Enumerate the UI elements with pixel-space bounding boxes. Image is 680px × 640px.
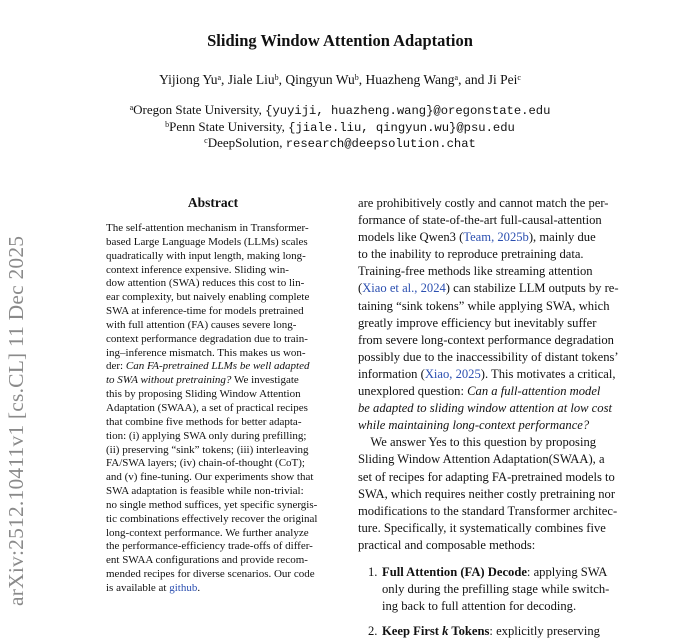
- citation-link[interactable]: Team, 2025b: [463, 230, 529, 245]
- text-line: [358, 263, 611, 280]
- text-run: der:: [106, 360, 126, 373]
- text-line: [106, 568, 320, 582]
- italic-text: be adapted to sliding window attention at low cost: [358, 401, 612, 416]
- text-run: (: [358, 281, 363, 296]
- text-run: taining “sink tokens” while applying SWA, which: [358, 298, 610, 313]
- text-run: .: [197, 581, 201, 594]
- text-run: are prohibitively costly and cannot match the per-: [358, 196, 609, 210]
- text-run: : applying SWA: [526, 564, 608, 579]
- text-line: [106, 527, 320, 541]
- affiliation-email: {jiale.liu, qingyun.wu}@psu.edu: [288, 121, 515, 135]
- author-separator: , and: [458, 72, 488, 87]
- text-line: [358, 434, 611, 451]
- text-line: [106, 305, 320, 319]
- affiliation-c: [0, 135, 680, 151]
- text-line: [106, 471, 320, 485]
- author-affiliation-mark: a: [217, 73, 222, 82]
- text-run: information (: [358, 366, 425, 381]
- text-run: from severe long-context performance degradation: [358, 332, 614, 347]
- affiliation-b: [0, 119, 680, 135]
- text-line: [106, 402, 320, 416]
- text-line: [358, 280, 619, 297]
- text-line: [358, 298, 611, 315]
- author-name: Huazheng Wang: [365, 72, 455, 87]
- text-line: [358, 469, 615, 486]
- text-line: [106, 499, 320, 513]
- code-link[interactable]: github: [169, 581, 198, 594]
- text-line: [358, 451, 611, 468]
- text-line: [382, 623, 611, 640]
- text-run: ing back to full attention for decoding.: [382, 599, 577, 614]
- text-run: dow attention (SWA) reduces this cost to lin-: [106, 277, 305, 290]
- text-line: [106, 582, 320, 596]
- text-run: that combine five methods for better adapta-: [106, 415, 302, 428]
- introduction-text: [358, 195, 619, 554]
- text-run: based Large Language Models (LLMs) scales: [106, 235, 308, 248]
- author-affiliation-mark: b: [274, 73, 279, 82]
- text-run: models like Qwen3 (: [358, 230, 464, 245]
- text-run: Adaptation (SWAA), a set of practical recipes: [106, 401, 308, 414]
- text-run: ) can stabilize LLM outputs by re-: [445, 281, 619, 296]
- affiliation-email: research@deepsolution.chat: [285, 137, 476, 151]
- text-line: [106, 430, 320, 444]
- text-line: [358, 503, 618, 520]
- text-run: (ii) preserving “sink” tokens; (iii) interleaving: [106, 443, 309, 456]
- abstract-heading: Abstract: [187, 195, 239, 210]
- italic-text: Can FA-pretrained LLMs be well adapted: [125, 360, 310, 373]
- text-line: [106, 236, 320, 250]
- text-run: quadratically with input length, making long-: [106, 249, 306, 262]
- text-run: SWA, which requires neither costly pretraining nor: [358, 486, 616, 501]
- text-run: tic combinations effectively recover the original: [106, 512, 318, 525]
- text-run: long-context performance. We further analyze: [106, 526, 309, 539]
- text-run: ing–inference mismatch. This makes us won-: [106, 346, 306, 359]
- text-line: [106, 319, 320, 333]
- affiliation-name: Penn State University,: [169, 119, 289, 134]
- text-run: is available at: [106, 581, 170, 594]
- text-line: [106, 291, 320, 305]
- list-number: 2.: [368, 624, 378, 639]
- text-line: [106, 444, 320, 458]
- text-run: only during the prefilling stage while switch-: [382, 582, 610, 597]
- text-line: [106, 374, 320, 388]
- text-line: [358, 229, 611, 246]
- method-list-item: [358, 623, 611, 640]
- text-run: Training-free methods like streaming attention: [358, 264, 593, 279]
- text-run: possibly due to the inaccessibility of distant tokens’: [358, 349, 619, 364]
- text-line: [106, 388, 320, 402]
- text-line: [106, 457, 320, 471]
- abstract-body: [106, 222, 320, 596]
- text-run: greatly improve efficiency but inevitably suffer: [358, 315, 597, 330]
- author-affiliation-mark: a: [454, 73, 459, 82]
- text-line: [358, 383, 611, 400]
- author-affiliation-mark: c: [517, 73, 521, 82]
- affiliation-a: [0, 102, 680, 118]
- math-variable: k: [442, 624, 449, 639]
- affiliation-mark: c: [204, 136, 208, 145]
- text-run: this by proposing Sliding Window Attention: [106, 388, 301, 401]
- text-line: [358, 195, 611, 212]
- text-run: context performance degradation due to train-: [106, 332, 308, 345]
- text-line: [358, 349, 619, 366]
- text-run: tion: (i) applying SWA only during prefilling;: [106, 429, 307, 442]
- affiliation-name: DeepSolution,: [207, 135, 286, 150]
- text-line: [382, 564, 611, 581]
- text-line: [106, 513, 320, 527]
- text-run: no single method suffices, yet specific synergis-: [106, 498, 318, 511]
- author-name: Ji Pei: [487, 72, 518, 87]
- author-list: [0, 72, 680, 88]
- text-run: formance of state-of-the-art full-causal-attention: [358, 213, 602, 228]
- author-separator: ,: [278, 72, 286, 87]
- text-line: [358, 400, 611, 417]
- author-name: Qingyun Wu: [285, 72, 355, 87]
- text-line: [106, 540, 320, 554]
- text-run: Sliding Window Attention Adaptation(SWAA), a: [358, 452, 605, 467]
- text-run: ear complexity, but naively enabling complete: [106, 291, 310, 304]
- text-line: [358, 332, 614, 349]
- text-run: context inference expensive. Sliding win-: [106, 263, 289, 276]
- affiliation-name: Oregon State University,: [133, 102, 266, 117]
- citation-link[interactable]: Xiao et al., 2024: [362, 281, 446, 296]
- introduction-column: [358, 195, 619, 640]
- bold-text: Keep First: [382, 624, 443, 639]
- author-name: Yijiong Yu: [159, 72, 218, 87]
- text-line: [106, 416, 320, 430]
- italic-text: while maintaining long-context performance?: [358, 418, 590, 433]
- text-run: The self-attention mechanism in Transformer-: [106, 222, 309, 234]
- text-run: with full attention (FA) causes severe long-: [106, 318, 297, 331]
- text-line: [106, 333, 320, 347]
- text-line: [106, 222, 320, 236]
- method-list: [358, 564, 611, 640]
- text-line: [106, 277, 320, 291]
- text-line: [106, 360, 320, 374]
- bold-text: Full Attention (FA) Decode: [382, 564, 527, 579]
- author-separator: ,: [221, 72, 228, 87]
- text-line: [106, 485, 320, 499]
- text-run: SWA adaptation is feasible while non-trivial:: [106, 485, 304, 498]
- text-run: ). This motivates a critical,: [480, 366, 616, 381]
- author-name: Jiale Liu: [227, 72, 275, 87]
- text-line: [106, 554, 320, 568]
- list-number: 1.: [368, 564, 378, 579]
- method-list-item: [358, 564, 611, 615]
- text-run: practical and composable methods:: [358, 537, 536, 552]
- text-run: We answer Yes to this question by proposing: [358, 435, 597, 450]
- text-line: [358, 315, 611, 332]
- text-run: SWA at inference-time for models pretrained: [106, 305, 304, 318]
- author-separator: ,: [358, 72, 366, 87]
- text-line: [358, 366, 616, 383]
- text-line: [358, 212, 611, 229]
- text-line: [358, 520, 611, 537]
- arxiv-identifier: arXiv:2512.10411v1 [cs.CL] 11 Dec 2025: [4, 235, 28, 606]
- text-run: ent SWAA configurations and provide recom-: [106, 554, 308, 567]
- text-run: ), mainly due: [528, 230, 596, 245]
- text-line: [358, 486, 616, 503]
- text-run: : explicitly preserving: [489, 624, 600, 639]
- affiliation-mark: b: [165, 120, 170, 129]
- text-line: [382, 598, 611, 615]
- text-run: set of recipes for adapting FA-pretrained models to: [358, 469, 615, 484]
- paper-title: Sliding Window Attention Adaptation: [207, 31, 473, 50]
- text-run: and (v) fine-tuning. Our experiments show that: [106, 471, 314, 484]
- text-line: [358, 417, 611, 434]
- text-line: [358, 246, 611, 263]
- author-affiliation-mark: b: [354, 73, 359, 82]
- affiliation-mark: a: [129, 103, 134, 112]
- text-line: [382, 581, 611, 598]
- text-run: the performance-efficiency trade-offs of differ-: [106, 540, 313, 553]
- affiliation-email: {yuyiji, huazheng.wang}@oregonstate.edu: [265, 104, 551, 118]
- text-run: unexplored question:: [358, 384, 468, 399]
- text-run: modifications to the standard Transformer architec-: [358, 503, 618, 518]
- text-line: [106, 250, 320, 264]
- citation-link[interactable]: Xiao, 2025: [424, 366, 481, 381]
- text-line: [106, 264, 320, 278]
- text-run: FA/SWA layers; (iv) chain-of-thought (CoT);: [106, 457, 305, 470]
- italic-text: Can a full-attention model: [467, 384, 601, 399]
- italic-text: to SWA without pretraining?: [106, 374, 232, 387]
- bold-text: Tokens: [448, 624, 490, 639]
- text-run: to the inability to reproduce pretraining data.: [358, 247, 584, 262]
- text-line: [358, 537, 611, 554]
- text-run: ture. Specifically, it systematically combines five: [358, 520, 606, 535]
- text-line: [106, 347, 320, 361]
- text-run: We investigate: [231, 374, 299, 387]
- text-run: mended recipes for diverse scenarios. Our code: [106, 568, 315, 581]
